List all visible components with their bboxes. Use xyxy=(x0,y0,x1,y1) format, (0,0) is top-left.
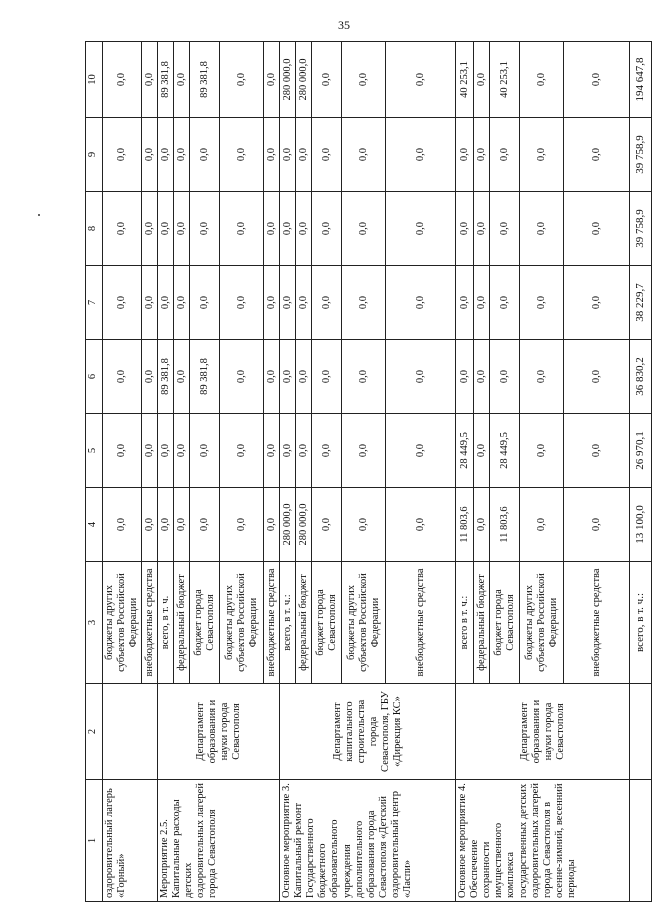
amount-cell: 0,0 xyxy=(564,488,630,562)
amount-cell: 0,0 xyxy=(158,266,174,340)
amount-cell: 0,0 xyxy=(520,414,564,488)
funding-source-cell: всего, в т. ч.: xyxy=(280,562,296,684)
amount-cell: 0,0 xyxy=(456,118,474,192)
amount-cell: 0,0 xyxy=(174,192,190,266)
amount-cell: 0,0 xyxy=(490,192,520,266)
executor-cell: Департамент образования и науки города Севастополя xyxy=(158,684,280,780)
amount-cell: 0,0 xyxy=(386,266,456,340)
amount-cell: 0,0 xyxy=(103,414,142,488)
amount-cell: 0,0 xyxy=(174,266,190,340)
total-amount-cell: 39 758,9 xyxy=(630,118,652,192)
amount-cell: 0,0 xyxy=(342,488,386,562)
amount-cell: 0,0 xyxy=(280,340,296,414)
amount-cell: 0,0 xyxy=(296,118,312,192)
amount-cell: 0,0 xyxy=(474,266,490,340)
amount-cell: 0,0 xyxy=(564,42,630,118)
amount-cell: 0,0 xyxy=(490,118,520,192)
amount-cell: 0,0 xyxy=(386,42,456,118)
amount-cell: 0,0 xyxy=(220,340,264,414)
amount-cell: 0,0 xyxy=(142,340,158,414)
amount-cell: 0,0 xyxy=(190,488,220,562)
measure-name-cell: Мероприятие 2.5. Капитальные расходы детских оздоровительных лагерей города Севастополя xyxy=(158,780,280,902)
funding-source-cell: федеральный бюджет xyxy=(296,562,312,684)
page-number: 35 xyxy=(338,18,350,32)
amount-cell: 0,0 xyxy=(103,118,142,192)
amount-cell: 0,0 xyxy=(103,488,142,562)
amount-cell: 0,0 xyxy=(142,488,158,562)
executor-cell: Департамент образования и науки города Севастополя xyxy=(456,684,630,780)
table-row xyxy=(456,42,474,902)
amount-cell: 0,0 xyxy=(520,340,564,414)
amount-cell: 0,0 xyxy=(296,340,312,414)
empty-cell xyxy=(630,684,652,780)
amount-cell: 0,0 xyxy=(564,118,630,192)
amount-cell: 0,0 xyxy=(158,192,174,266)
amount-cell: 11 803,6 xyxy=(490,488,520,562)
amount-cell: 0,0 xyxy=(474,192,490,266)
measure-name-cell: оздоровительный лагерь «Горный» xyxy=(103,780,158,902)
total-amount-cell: 39 758,9 xyxy=(630,192,652,266)
amount-cell: 280 000,0 xyxy=(280,488,296,562)
funding-source-cell: внебюджетные средства xyxy=(564,562,630,684)
amount-cell: 0,0 xyxy=(520,266,564,340)
amount-cell: 280 000,0 xyxy=(296,488,312,562)
column-number-row xyxy=(86,42,103,902)
amount-cell: 0,0 xyxy=(142,42,158,118)
amount-cell: 0,0 xyxy=(280,414,296,488)
amount-cell: 0,0 xyxy=(158,118,174,192)
amount-cell: 0,0 xyxy=(386,488,456,562)
funding-source-cell: бюджеты других субъектов Российской Федерации xyxy=(342,562,386,684)
amount-cell: 0,0 xyxy=(520,42,564,118)
amount-cell: 0,0 xyxy=(142,266,158,340)
amount-cell: 11 803,6 xyxy=(456,488,474,562)
amount-cell: 280 000,0 xyxy=(296,42,312,118)
amount-cell: 89 381,8 xyxy=(158,42,174,118)
funding-source-cell: бюджет города Севастополя xyxy=(190,562,220,684)
funding-source-cell: всего в т. ч.: xyxy=(456,562,474,684)
amount-cell: 0,0 xyxy=(474,488,490,562)
amount-cell: 0,0 xyxy=(264,266,280,340)
funding-source-cell: федеральный бюджет xyxy=(474,562,490,684)
amount-cell: 0,0 xyxy=(190,414,220,488)
executor-cell: Департамент капитального строительства города Севастополя, ГБУ «Дирекция КС» xyxy=(280,684,456,780)
amount-cell: 0,0 xyxy=(174,488,190,562)
amount-cell: 280 000,0 xyxy=(280,42,296,118)
total-amount-cell: 194 647,8 xyxy=(630,42,652,118)
amount-cell: 28 449,5 xyxy=(490,414,520,488)
amount-cell: 0,0 xyxy=(280,192,296,266)
column-header: 10 xyxy=(86,42,103,118)
amount-cell: 89 381,8 xyxy=(190,42,220,118)
measure-name-cell: Основное мероприятие 3. Капитальный ремонт Государственного бюджетного образовательного учреждения дополнительного образования города Севастополя «Детский оздоровительный центр «Ласпи» xyxy=(280,780,456,902)
amount-cell: 0,0 xyxy=(174,414,190,488)
amount-cell: 0,0 xyxy=(190,118,220,192)
amount-cell: 0,0 xyxy=(564,192,630,266)
amount-cell: 0,0 xyxy=(342,42,386,118)
amount-cell: 0,0 xyxy=(312,192,342,266)
amount-cell: 0,0 xyxy=(220,42,264,118)
amount-cell: 0,0 xyxy=(490,266,520,340)
column-header: 6 xyxy=(86,340,103,414)
executor-cell xyxy=(103,684,158,780)
funding-source-cell: внебюджетные средства xyxy=(142,562,158,684)
amount-cell: 0,0 xyxy=(280,266,296,340)
amount-cell: 0,0 xyxy=(386,340,456,414)
amount-cell: 0,0 xyxy=(190,192,220,266)
amount-cell: 0,0 xyxy=(342,192,386,266)
amount-cell: 0,0 xyxy=(296,266,312,340)
amount-cell: 0,0 xyxy=(174,42,190,118)
amount-cell: 0,0 xyxy=(142,414,158,488)
amount-cell: 0,0 xyxy=(220,488,264,562)
column-header: 8 xyxy=(86,192,103,266)
amount-cell: 0,0 xyxy=(490,340,520,414)
total-amount-cell: 36 830,2 xyxy=(630,340,652,414)
amount-cell: 0,0 xyxy=(520,118,564,192)
amount-cell: 0,0 xyxy=(103,192,142,266)
amount-cell: 0,0 xyxy=(474,340,490,414)
amount-cell: 89 381,8 xyxy=(190,340,220,414)
amount-cell: 0,0 xyxy=(280,118,296,192)
funding-source-cell: внебюджетные средства xyxy=(386,562,456,684)
column-header: 9 xyxy=(86,118,103,192)
amount-cell: 0,0 xyxy=(174,340,190,414)
column-header: 5 xyxy=(86,414,103,488)
amount-cell: 0,0 xyxy=(474,414,490,488)
scan-speck xyxy=(38,214,40,216)
funding-source-cell: внебюджетные средства xyxy=(264,562,280,684)
amount-cell: 0,0 xyxy=(456,266,474,340)
amount-cell: 0,0 xyxy=(103,340,142,414)
amount-cell: 0,0 xyxy=(312,414,342,488)
amount-cell: 0,0 xyxy=(386,192,456,266)
amount-cell: 40 253,1 xyxy=(456,42,474,118)
funding-source-cell: всего, в т. ч. xyxy=(158,562,174,684)
budget-table xyxy=(85,41,652,902)
amount-cell: 0,0 xyxy=(520,488,564,562)
empty-cell xyxy=(630,780,652,902)
amount-cell: 0,0 xyxy=(158,414,174,488)
amount-cell: 0,0 xyxy=(264,488,280,562)
amount-cell: 0,0 xyxy=(220,414,264,488)
funding-source-cell: бюджеты других субъектов Российской Федерации xyxy=(220,562,264,684)
total-row xyxy=(630,42,652,902)
amount-cell: 0,0 xyxy=(264,42,280,118)
amount-cell: 0,0 xyxy=(312,488,342,562)
funding-source-cell: бюджеты других субъектов Российской Федерации xyxy=(103,562,142,684)
amount-cell: 0,0 xyxy=(220,118,264,192)
amount-cell: 0,0 xyxy=(474,42,490,118)
amount-cell: 0,0 xyxy=(456,340,474,414)
column-header: 7 xyxy=(86,266,103,340)
amount-cell: 0,0 xyxy=(456,192,474,266)
amount-cell: 0,0 xyxy=(174,118,190,192)
funding-source-cell: бюджет города Севастополя xyxy=(312,562,342,684)
column-header: 4 xyxy=(86,488,103,562)
amount-cell: 0,0 xyxy=(264,414,280,488)
amount-cell: 0,0 xyxy=(474,118,490,192)
amount-cell: 0,0 xyxy=(312,266,342,340)
table-row xyxy=(280,42,296,902)
amount-cell: 0,0 xyxy=(520,192,564,266)
amount-cell: 0,0 xyxy=(312,340,342,414)
funding-source-cell: бюджеты других субъектов Российской Федерации xyxy=(520,562,564,684)
amount-cell: 0,0 xyxy=(264,192,280,266)
amount-cell: 0,0 xyxy=(142,192,158,266)
table-row xyxy=(103,42,142,902)
funding-source-cell: бюджет города Севастополя xyxy=(490,562,520,684)
amount-cell: 0,0 xyxy=(264,340,280,414)
amount-cell: 0,0 xyxy=(103,42,142,118)
amount-cell: 0,0 xyxy=(312,42,342,118)
amount-cell: 0,0 xyxy=(296,192,312,266)
amount-cell: 0,0 xyxy=(103,266,142,340)
total-label-cell: всего, в т. ч.: xyxy=(630,562,652,684)
amount-cell: 0,0 xyxy=(342,340,386,414)
amount-cell: 0,0 xyxy=(158,488,174,562)
amount-cell: 0,0 xyxy=(190,266,220,340)
table-body xyxy=(103,42,652,902)
amount-cell: 0,0 xyxy=(386,414,456,488)
rotated-table-wrapper xyxy=(85,42,647,902)
amount-cell: 0,0 xyxy=(220,192,264,266)
amount-cell: 0,0 xyxy=(264,118,280,192)
measure-name-cell: Основное мероприятие 4. Обеспечение сохранности имущественного комплекса государственных детских оздоровительных лагерей города Севастополя в осенне-зимний, весенний периоды xyxy=(456,780,630,902)
amount-cell: 0,0 xyxy=(342,414,386,488)
amount-cell: 89 381,8 xyxy=(158,340,174,414)
column-header: 3 xyxy=(86,562,103,684)
amount-cell: 0,0 xyxy=(564,266,630,340)
total-amount-cell: 38 229,7 xyxy=(630,266,652,340)
amount-cell: 0,0 xyxy=(220,266,264,340)
column-header: 2 xyxy=(86,684,103,780)
amount-cell: 0,0 xyxy=(312,118,342,192)
funding-source-cell: федеральный бюджет xyxy=(174,562,190,684)
amount-cell: 0,0 xyxy=(342,118,386,192)
amount-cell: 0,0 xyxy=(296,414,312,488)
table-row xyxy=(158,42,174,902)
amount-cell: 0,0 xyxy=(564,414,630,488)
amount-cell: 40 253,1 xyxy=(490,42,520,118)
amount-cell: 28 449,5 xyxy=(456,414,474,488)
amount-cell: 0,0 xyxy=(342,266,386,340)
amount-cell: 0,0 xyxy=(386,118,456,192)
total-amount-cell: 26 970,1 xyxy=(630,414,652,488)
total-amount-cell: 13 100,0 xyxy=(630,488,652,562)
amount-cell: 0,0 xyxy=(142,118,158,192)
amount-cell: 0,0 xyxy=(564,340,630,414)
column-header: 1 xyxy=(86,780,103,902)
